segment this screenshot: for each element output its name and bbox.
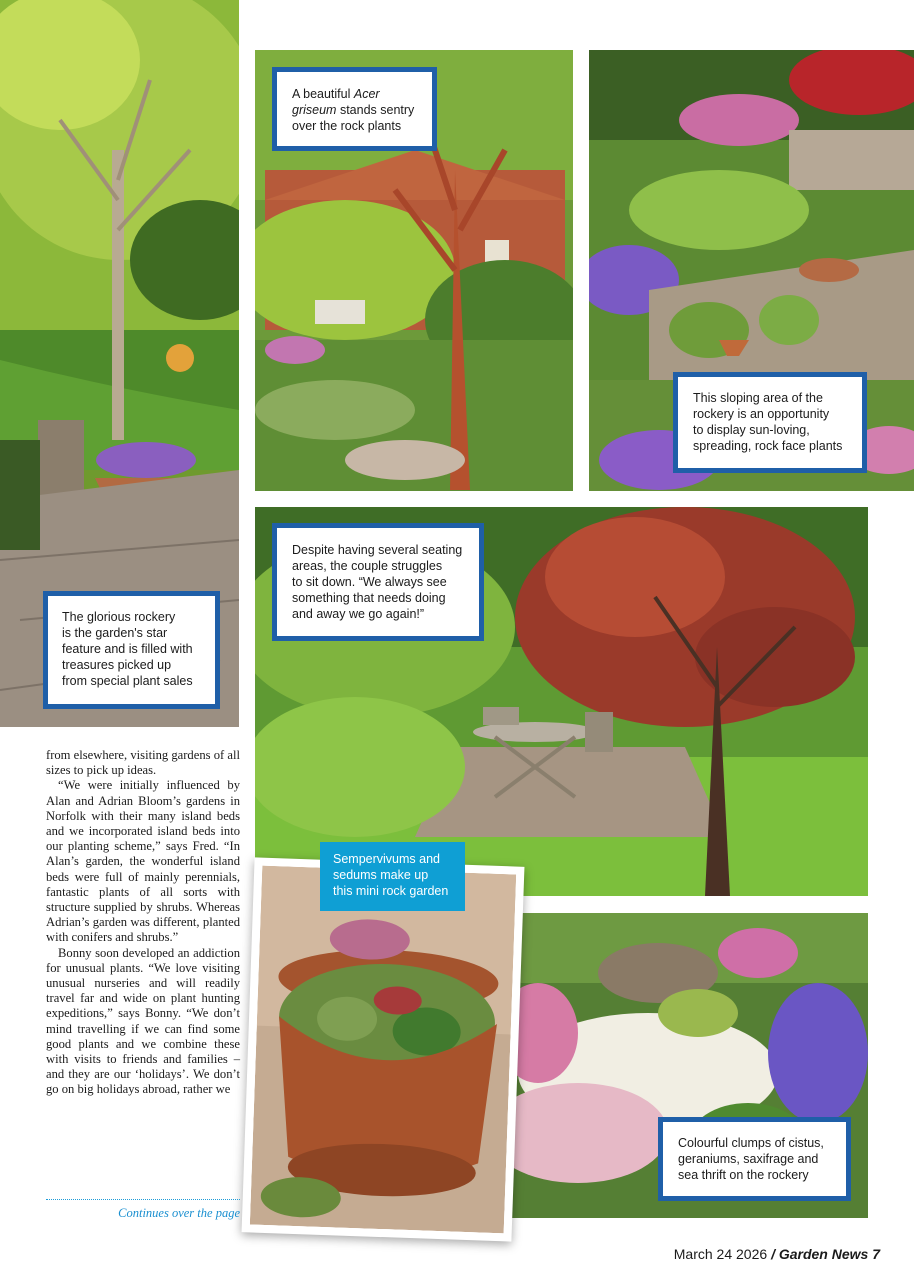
dotted-divider (46, 1199, 240, 1200)
photo-mini-rock-garden (242, 857, 525, 1241)
caption-acer-after: stands sentry over the rock plants (292, 103, 415, 133)
caption-line: Despite having several seating (292, 543, 463, 557)
caption-acer-before: A beautiful (292, 87, 354, 101)
article-paragraph: “We were initially influenced by Alan and Adrian Bloom’s gardens in Norfolk with their many island beds and we incorporated island beds into our planting scheme,” says Fred. “In Alan’s garden, the wonderful island beds were full of mainly perennials, fantastic plants of all sorts with structure supplied by shrubs. Whereas Adrian’s garden was different, planted with conifers and shrubs.” (46, 778, 240, 945)
caption-acer-italic: Acer griseum (292, 87, 380, 117)
caption-acer (272, 67, 437, 151)
caption-line: Sempervivums and (333, 852, 440, 866)
caption-line: to display sun-loving, (693, 423, 810, 437)
caption-line: to sit down. “We always see (292, 575, 447, 589)
caption-line: Colourful clumps of cistus, (678, 1136, 824, 1150)
page-footer (674, 1246, 880, 1262)
caption-line: treasures picked up (62, 658, 172, 672)
footer-date: March 24 2026 (673, 1246, 768, 1262)
caption-colourful (658, 1117, 851, 1201)
caption-line: geraniums, saxifrage and (678, 1152, 819, 1166)
caption-line: spreading, rock face plants (693, 439, 843, 453)
footer-publication: / Garden News 7 (771, 1246, 880, 1262)
caption-rockery (43, 591, 220, 709)
caption-line: This sloping area of the (693, 391, 823, 405)
caption-seating (272, 523, 484, 641)
caption-line: rockery is an opportunity (693, 407, 830, 421)
caption-line: from special plant sales (62, 674, 193, 688)
article-paragraph: from elsewhere, visiting gardens of all sizes to pick up ideas. (46, 748, 240, 778)
caption-sloping (673, 372, 867, 473)
article-paragraph: Bonny soon developed an addiction for unusual plants. “We love visiting unusual nurseries and will readily travel far and wide on plant hunting expeditions,” says Bonny. “We don’t mind travelling if we can find some good plants and we combine these with visits to friends and families – and they are our ‘holidays’. We don’t go on big holidays abroad, rather we (46, 945, 240, 1097)
caption-line: something that needs doing (292, 591, 446, 605)
caption-line: areas, the couple struggles (292, 559, 443, 573)
caption-line: is the garden's star (62, 626, 168, 640)
caption-line: The glorious rockery (62, 610, 176, 624)
article-body (46, 748, 240, 1098)
caption-line: sea thrift on the rockery (678, 1168, 809, 1182)
continues-link[interactable]: Continues over the page (118, 1206, 240, 1220)
caption-line: and away we go again!” (292, 607, 425, 621)
caption-line: feature and is filled with (62, 642, 193, 656)
caption-line: this mini rock garden (333, 884, 449, 898)
caption-line: sedums make up (333, 868, 429, 882)
caption-sempervivums (320, 842, 465, 911)
